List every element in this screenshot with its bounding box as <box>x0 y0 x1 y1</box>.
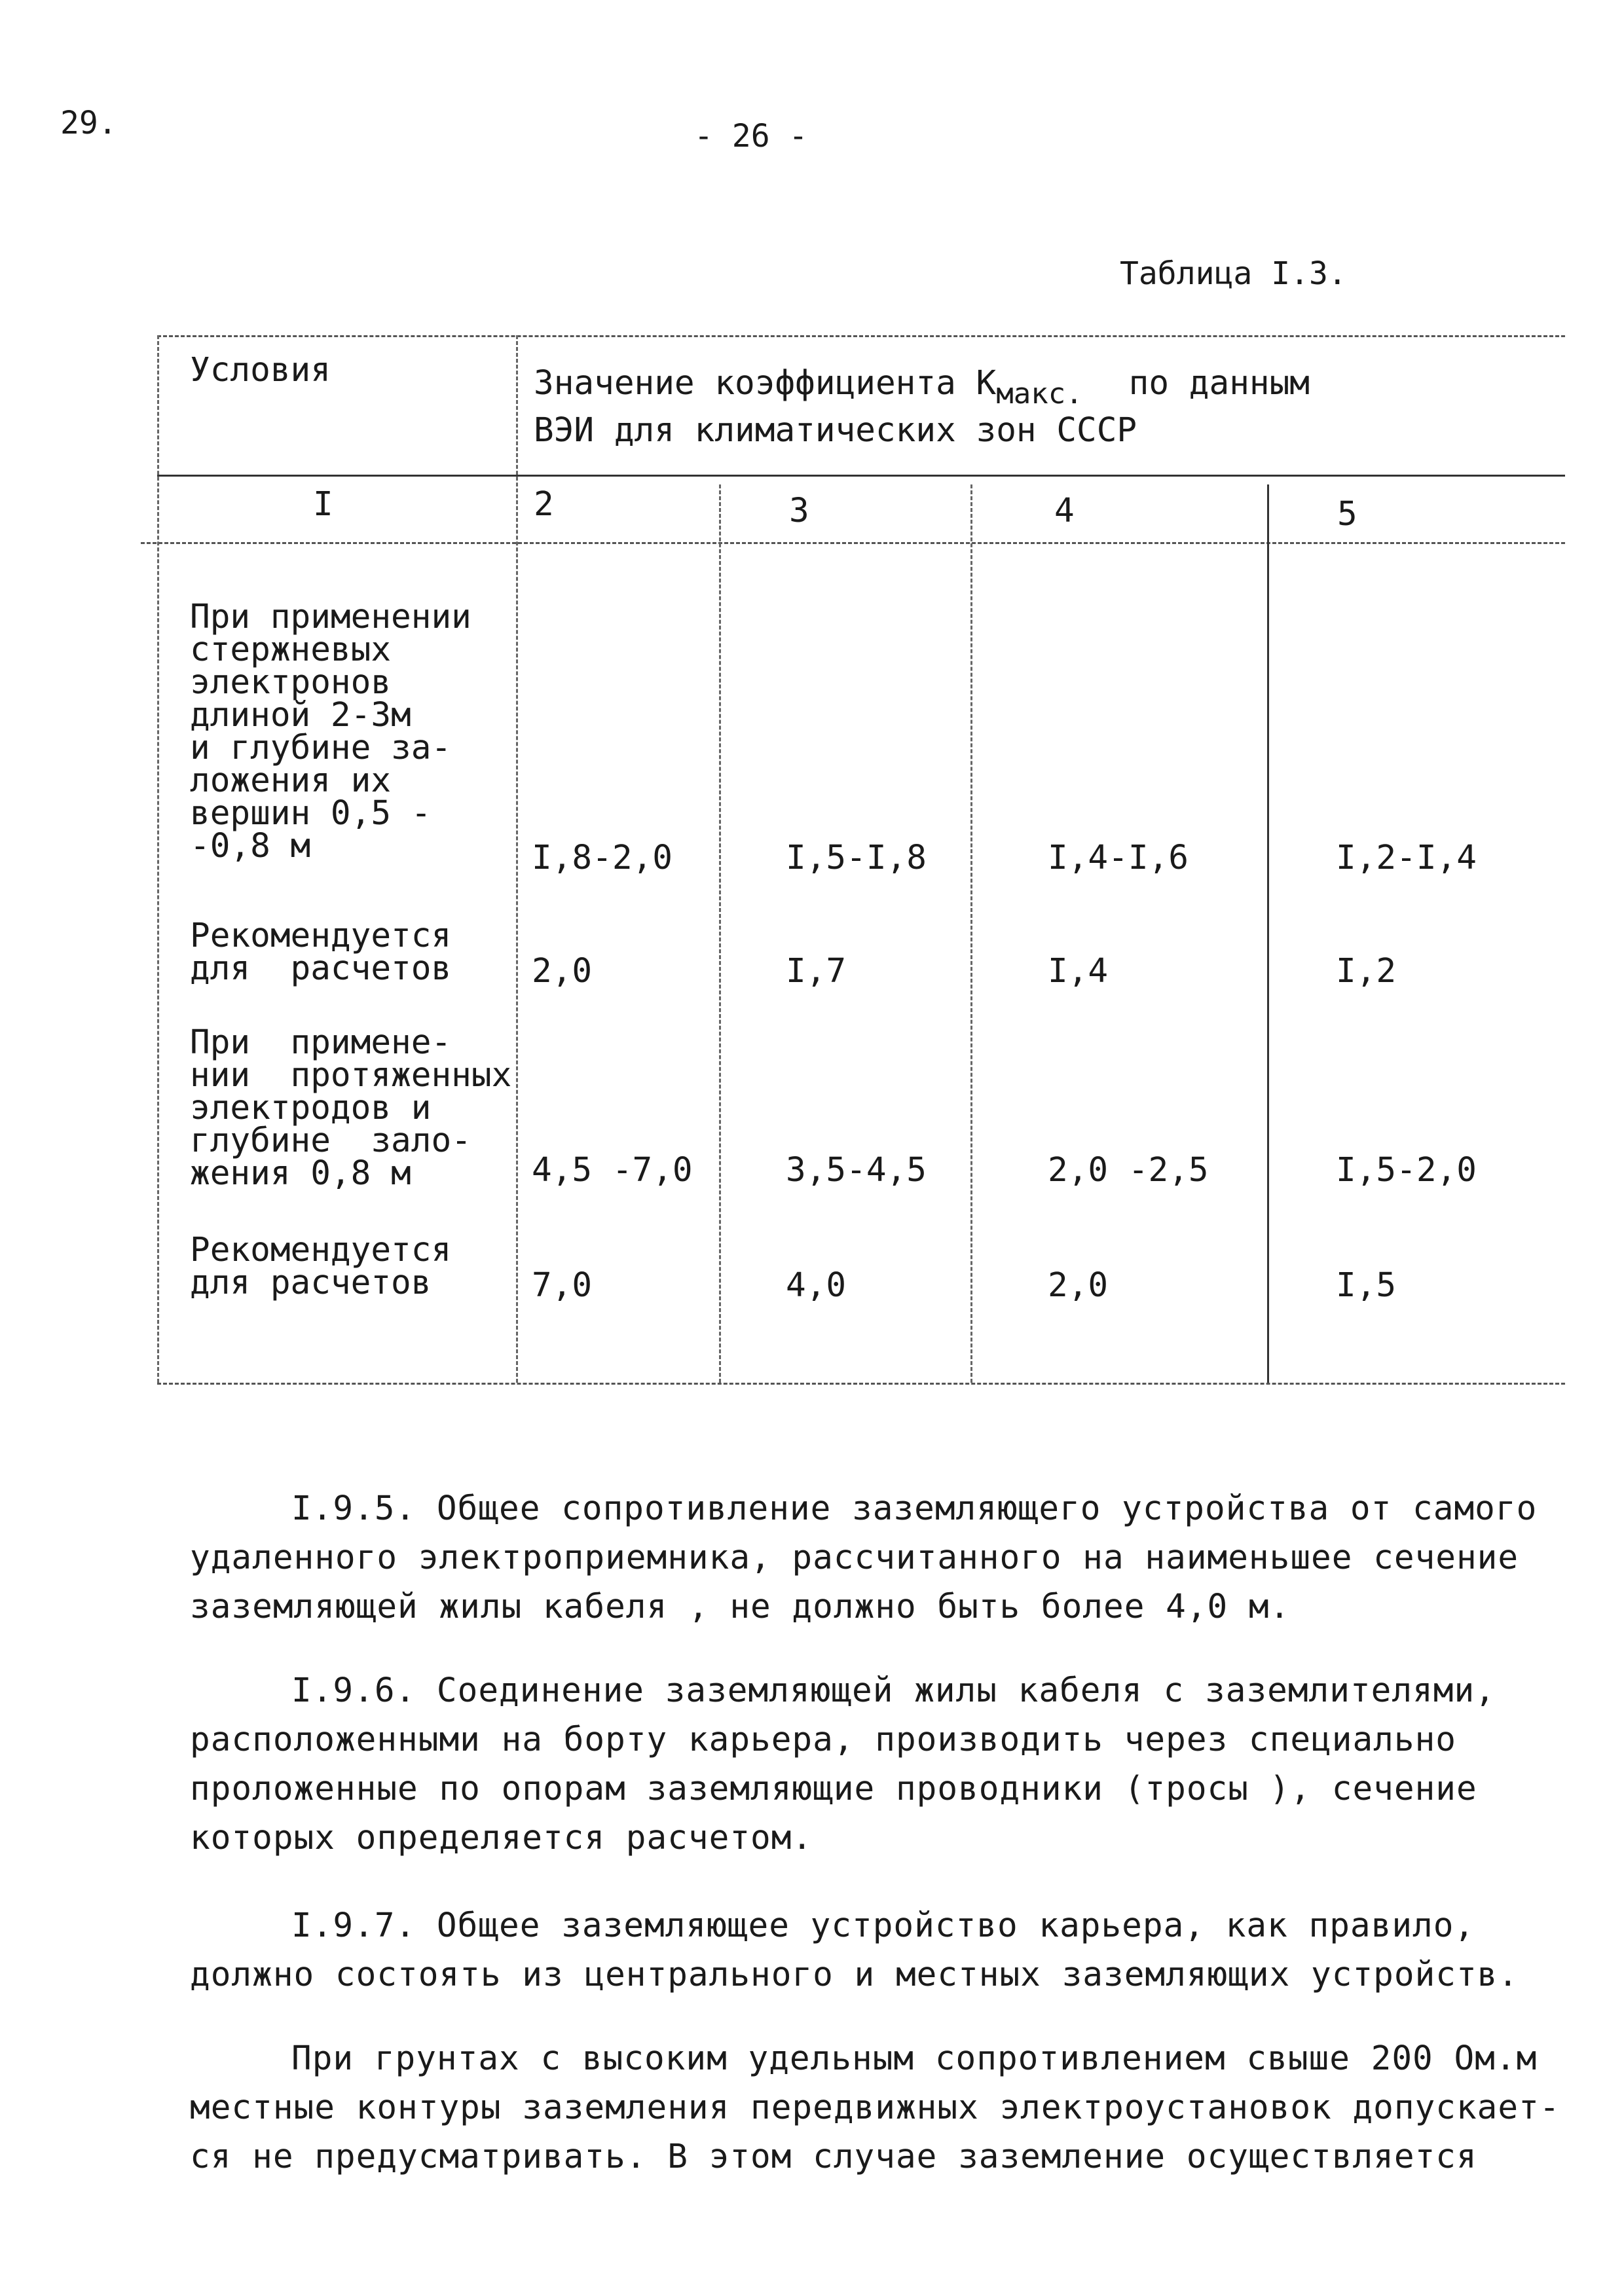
paragraph-line: проложенные по опорам заземляющие проводники (тросы ), сечение <box>190 1770 1477 1808</box>
header-coefficient-line1 <box>534 364 1310 411</box>
paragraph-line: ся не предусматривать. В этом случае заземление осуществляется <box>190 2138 1477 2176</box>
row-value: 2,0 <box>532 952 593 991</box>
row-condition: При примене- нии протяженных электродов и глубине зало- жения 0,8 м <box>190 1023 512 1193</box>
col-divider-4 <box>1267 484 1269 1383</box>
header-divider <box>157 475 1565 477</box>
header-conditions: Условия <box>190 351 331 390</box>
row-value: 3,5-4,5 <box>786 1151 927 1190</box>
col-divider-2 <box>719 484 721 1383</box>
table-caption: Таблица I.3. <box>1120 255 1347 292</box>
paragraph-line: заземляющей жилы кабеля , не должно быть более 4,0 м. <box>190 1588 1291 1626</box>
table-top-border <box>157 335 1565 337</box>
sheet-number: 29. <box>60 105 117 141</box>
row-value: 7,0 <box>532 1266 593 1305</box>
paragraph-line: должно состоять из центрального и местных заземляющих устройств. <box>190 1956 1519 1994</box>
paragraph-line: I.9.7. Общее заземляющее устройство карьера, как правило, <box>291 1906 1475 1945</box>
paragraph-line: которых определяется расчетом. <box>190 1819 813 1857</box>
column-number: 2 <box>534 485 554 524</box>
paragraph-line: I.9.5. Общее сопротивление заземляющего устройства от самого <box>291 1489 1538 1528</box>
row-condition: При применении стержневых электронов длиной 2-3м и глубине за- ложения их вершин 0,5 - -0,8 м <box>190 598 471 866</box>
row-value: 4,0 <box>786 1266 847 1305</box>
paragraph-line: местные контуры заземления передвижных электроустановок допускает- <box>190 2088 1560 2127</box>
paragraph-line: При грунтах с высоким удельным сопротивлением свыше 200 Ом.м <box>291 2039 1538 2078</box>
column-numbers-divider <box>141 542 1565 544</box>
paragraph-line: удаленного электроприемника, рассчитанного на наименьшее сечение <box>190 1539 1519 1577</box>
paragraph-line: расположенными на борту карьера, производить через специально <box>190 1721 1456 1759</box>
row-value: I,2 <box>1336 952 1397 991</box>
header-coefficient-line2: ВЭИ для климатических зон СССР <box>534 411 1137 450</box>
row-value: I,7 <box>786 952 847 991</box>
row-value: I,5 <box>1336 1266 1397 1305</box>
table-bottom-border <box>157 1383 1565 1385</box>
row-value: I,5-2,0 <box>1336 1151 1477 1190</box>
row-value: 4,5 -7,0 <box>532 1151 693 1190</box>
paragraph-line: I.9.6. Соединение заземляющей жилы кабеля с заземлителями, <box>291 1671 1496 1710</box>
coefficient-text-post: по данным <box>1128 364 1310 403</box>
row-value: I,4-I,6 <box>1048 839 1189 877</box>
col-divider-3 <box>970 484 972 1383</box>
row-value: I,8-2,0 <box>532 839 673 877</box>
coefficient-subscript: макс. <box>996 377 1083 410</box>
row-value: I,2-I,4 <box>1336 839 1477 877</box>
row-value: I,5-I,8 <box>786 839 927 877</box>
row-value: 2,0 -2,5 <box>1048 1151 1209 1190</box>
row-condition: Рекомендуется для расчетов <box>190 1231 452 1302</box>
page-number: - 26 - <box>694 118 808 155</box>
coefficient-text: Значение коэффициента К <box>534 364 997 403</box>
row-condition: Рекомендуется для расчетов <box>190 917 452 988</box>
table-left-border <box>157 335 159 1383</box>
column-number: I <box>313 485 333 524</box>
row-value: 2,0 <box>1048 1266 1109 1305</box>
column-number: 5 <box>1337 495 1357 534</box>
column-number: 4 <box>1054 492 1075 530</box>
column-number: 3 <box>789 492 809 530</box>
row-value: I,4 <box>1048 952 1109 991</box>
col-divider-1 <box>516 335 518 1383</box>
